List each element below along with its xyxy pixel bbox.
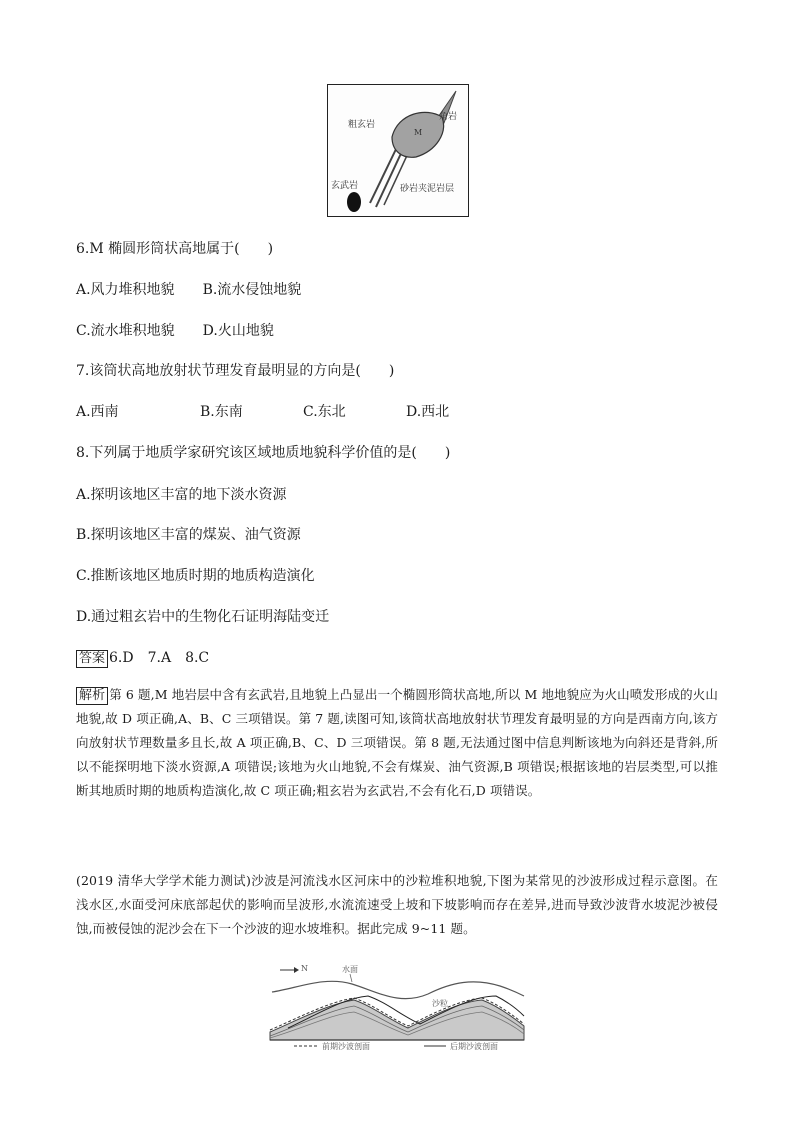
answer-tag: 答案 bbox=[76, 650, 108, 668]
label-rhyolite: 粗玄岩 bbox=[348, 120, 376, 130]
question-6-options-row-1 bbox=[76, 281, 301, 299]
question-8-option-a: A.探明该地区丰富的地下淡水资源 bbox=[76, 487, 287, 503]
analysis-tag: 解析 bbox=[76, 687, 108, 705]
label-basalt: 玄武岩 bbox=[331, 181, 359, 191]
question-8-stem: 8.下列属于地质学家研究该区域地质地貌科学价值的是( ) bbox=[76, 445, 451, 461]
analysis-text: 第 6 题,M 地岩层中含有玄武岩,且地貌上凸显出一个椭圆形筒状高地,所以 M 地地貌应为火山喷发形成的火山地貌,故 D 项正确,A、B、C 三项错误。第 7 题,读图可知,该筒状高地放射状节理发育最明显的方向是西南方向,该方向放射状节理数量多且长,故 A 项正确,B、C、D 三项错误。第 8 题,无法通过图中信息判断该地为向斜还是背斜,所以不能探明地下淡水资源,A 项错误;该地为火山地貌,不会有煤炭、油气资源,B 项错误;根据该地的岩层类型,可以推断其地质时期的地质构造演化,故 C 项正确;粗玄岩为玄武岩,不会有化石,D 项错误。 bbox=[76, 687, 718, 798]
analysis-paragraph bbox=[76, 683, 718, 803]
north-label: N bbox=[301, 964, 308, 973]
sand-wave-figure bbox=[268, 962, 526, 1052]
question-7-option-c: C.东北 bbox=[303, 404, 346, 420]
geology-figure bbox=[327, 84, 469, 217]
legend-early: 前期沙波剖面 bbox=[322, 1042, 370, 1051]
water-surface-label: 水面 bbox=[342, 965, 358, 974]
sand-grain-label: 沙粒 bbox=[432, 999, 448, 1008]
label-m: M bbox=[414, 128, 423, 137]
question-7-stem: 7.该筒状高地放射状节理发育最明显的方向是( ) bbox=[76, 363, 395, 379]
answer-line bbox=[76, 649, 209, 668]
legend-late: 后期沙波剖面 bbox=[450, 1042, 498, 1051]
question-6-options-row-2 bbox=[76, 322, 274, 340]
question-7-options bbox=[76, 403, 449, 421]
question-7-option-a: A.西南 bbox=[76, 404, 119, 420]
question-6-option-b: B.流水侵蚀地貌 bbox=[202, 282, 302, 298]
question-6-option-c: C.流水堆积地貌 bbox=[76, 323, 175, 339]
sand-wave-intro: (2019 清华大学学术能力测试)沙波是河流浅水区河床中的沙粒堆积地貌,下图为某常见的沙波形成过程示意图。在浅水区,水面受河床底部起伏的影响而呈波形,水流流速受上坡和下坡影响而存在差异,进而导致沙波背水坡泥沙被侵蚀,而被侵蚀的泥沙会在下一个沙波的迎水坡堆积。据此完成 9~11 题。 bbox=[76, 873, 718, 936]
sand-wave-sketch bbox=[268, 962, 526, 1052]
geology-sketch bbox=[328, 85, 468, 216]
label-sandstone: 砂岩夹泥岩层 bbox=[400, 184, 455, 194]
answer-text: 6.D 7.A 8.C bbox=[109, 650, 210, 666]
question-6-stem: 6.M 椭圆形筒状高地属于( ) bbox=[76, 241, 274, 257]
question-7-option-d: D.西北 bbox=[406, 404, 450, 420]
question-6-option-d: D.火山地貌 bbox=[202, 323, 274, 339]
question-8-option-d: D.通过粗玄岩中的生物化石证明海陆变迁 bbox=[76, 609, 330, 625]
question-8-option-b: B.探明该地区丰富的煤炭、油气资源 bbox=[76, 527, 301, 543]
question-8-option-c: C.推断该地区地质时期的地质构造演化 bbox=[76, 568, 315, 584]
question-7-option-b: B.东南 bbox=[200, 404, 243, 420]
label-hornfels: 角岩 bbox=[439, 112, 458, 122]
question-6-option-a: A.风力堆积地貌 bbox=[76, 282, 175, 298]
